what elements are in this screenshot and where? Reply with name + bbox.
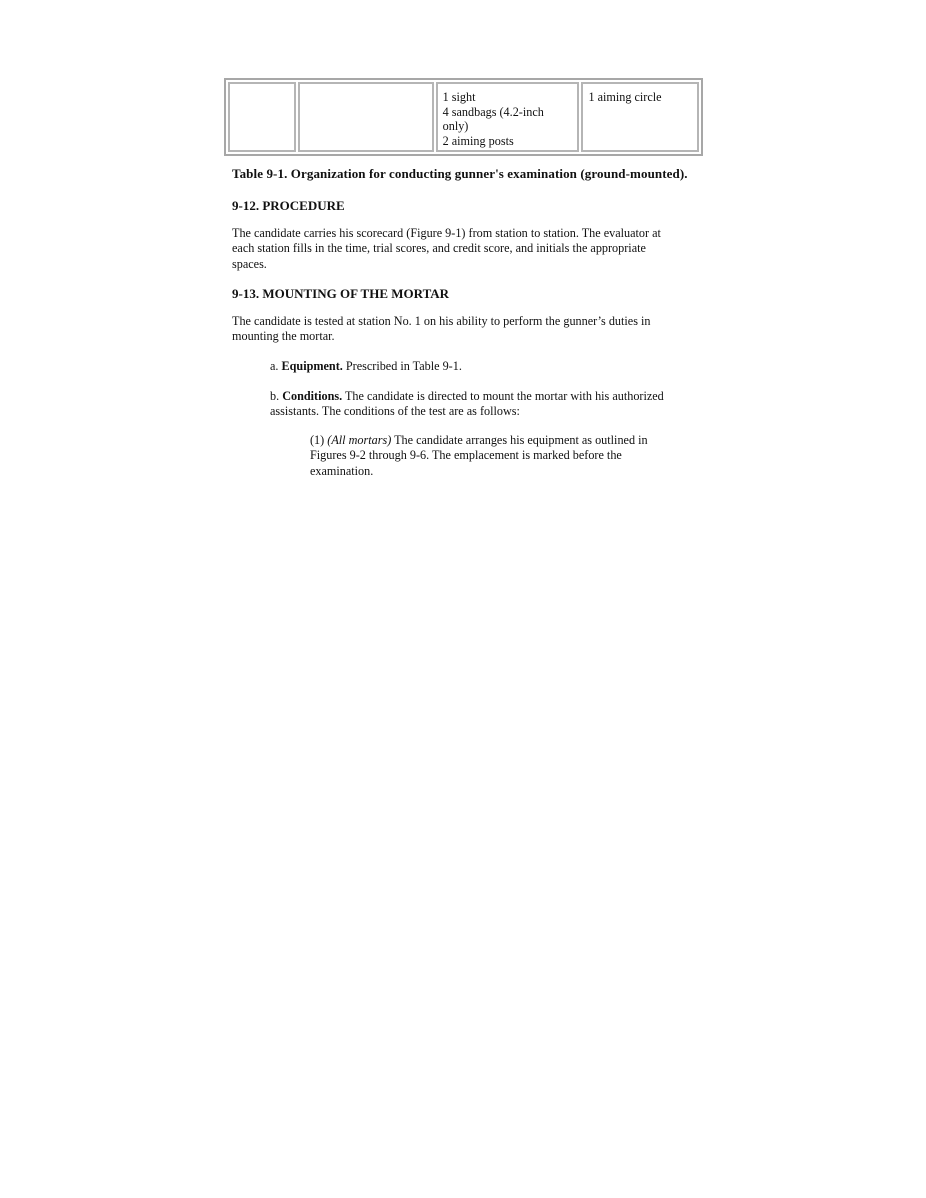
equipment-text: Prescribed in Table 9-1.: [342, 359, 462, 373]
mounting-paragraph: [232, 314, 688, 345]
table-cell-equipment: [436, 82, 580, 152]
table-caption: Table 9-1. Organization for conducting gunner's examination (ground-mounted).: [232, 166, 688, 181]
subitem-all-mortars: [310, 433, 648, 479]
subitem-text: The candidate arranges his equipment as outlined in: [391, 433, 648, 447]
item-prefix: a.: [270, 359, 282, 373]
paragraph-line: mounting the mortar.: [232, 329, 335, 344]
cell-line: only): [442, 119, 469, 134]
conditions-item: [270, 389, 664, 420]
conditions-label: Conditions.: [282, 389, 343, 403]
paragraph-line: each station fills in the time, trial scores, and credit score, and initials the appropriate: [232, 241, 646, 256]
paragraph-line: spaces.: [232, 256, 267, 271]
procedure-heading: 9-12. PROCEDURE: [232, 198, 345, 213]
subitem-line: Figures 9-2 through 9-6. The emplacement is marked before the: [310, 448, 622, 463]
table-cell-empty-1: [228, 82, 296, 152]
cell-line: 2 aiming posts: [442, 133, 514, 148]
paragraph-line: The candidate carries his scorecard (Figure 9-1) from station to station. The evaluator at: [232, 226, 661, 240]
cell-line: 4 sandbags (4.2-inch: [442, 104, 544, 119]
equipment-item: [270, 359, 462, 374]
equipment-label: Equipment.: [281, 359, 343, 373]
equipment-line: [270, 359, 462, 374]
table-cell-empty-2: [298, 82, 434, 152]
subitem-line: examination.: [310, 463, 374, 478]
conditions-text: The candidate is directed to mount the mortar with his authorized: [342, 389, 664, 403]
mounting-heading: 9-13. MOUNTING OF THE MORTAR: [232, 286, 450, 301]
procedure-paragraph: [232, 226, 688, 272]
item-prefix: b.: [270, 389, 283, 403]
subitem-prefix: (1): [310, 433, 328, 447]
paragraph-line: The candidate is tested at station No. 1 on his ability to perform the gunner’s duties in: [232, 314, 651, 328]
subitem-line: [310, 433, 648, 448]
table-row: [228, 82, 699, 152]
cell-line: 1 sight: [442, 90, 476, 104]
subitem-italic: (All mortars): [327, 433, 392, 447]
table-cell-aiming-circle: 1 aiming circle: [581, 82, 699, 152]
conditions-line: assistants. The conditions of the test are as follows:: [270, 404, 520, 419]
equipment-table: [224, 78, 703, 156]
conditions-line: [270, 389, 664, 404]
